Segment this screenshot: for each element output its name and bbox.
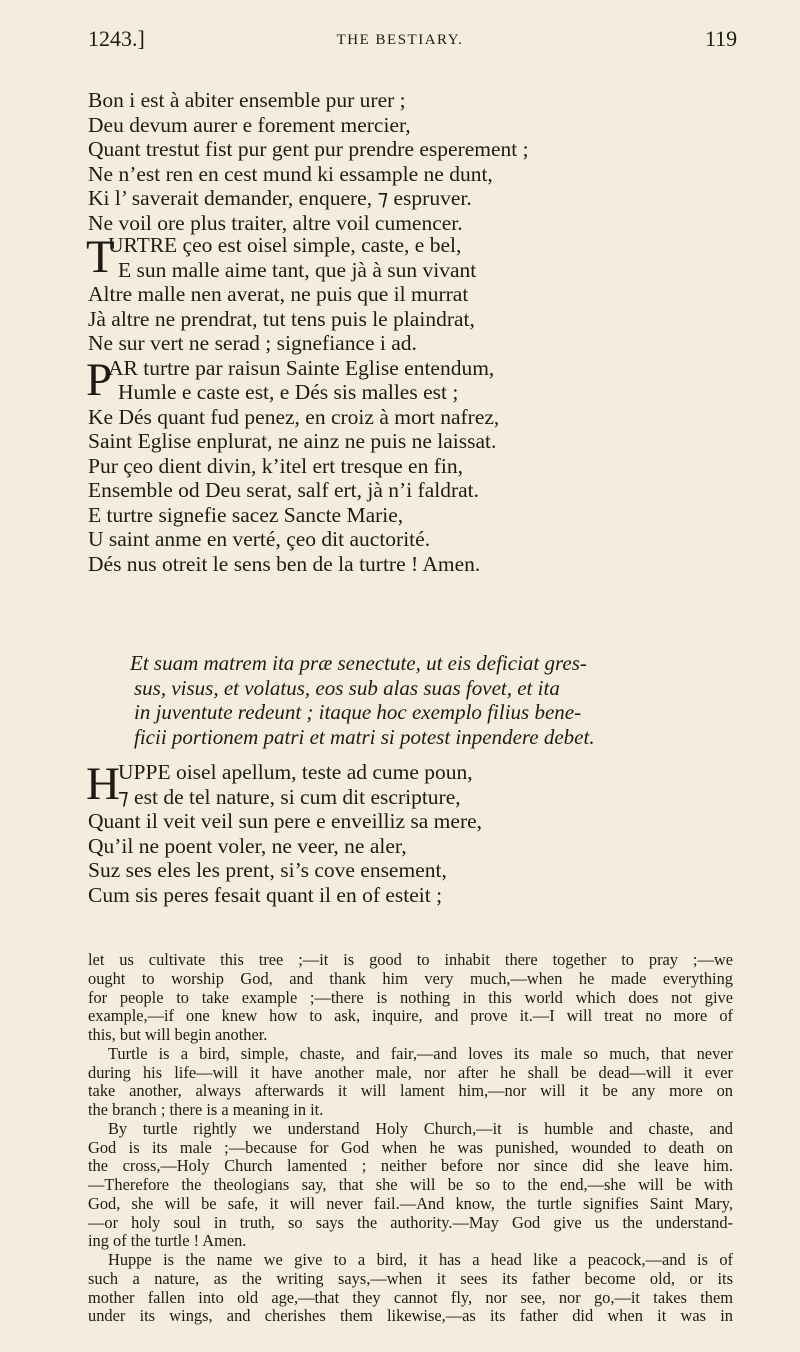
drop-cap: T xyxy=(86,231,115,283)
prose-line: the cross,—Holy Church lamented ; neither before nor since did she leave him. xyxy=(88,1156,733,1176)
prose-line: this, but will begin another. xyxy=(88,1025,268,1044)
verse-line: Suz ses eles les prent, si’s cove ensement, xyxy=(88,858,447,882)
verse-line: Bon i est à abiter ensemble pur urer ; xyxy=(88,88,406,112)
verse-line: Quant trestut fist pur gent pur prendre esperement ; xyxy=(88,137,529,161)
verse-line: Altre malle nen averat, ne puis que il murrat xyxy=(88,282,469,306)
prose-line: ought to worship God, and thank him very much,—when he made everything xyxy=(88,968,733,988)
running-head-year: 1243.] xyxy=(88,26,145,51)
verse-line: Ne n’est ren en cest mund ki essample ne dunt, xyxy=(88,161,493,186)
latin-line: in juventute redeunt ; itaque hoc exemplo filius bene- xyxy=(134,700,582,724)
prose-line: —Therefore the theologians say, that she will be so to the end,—she will be with xyxy=(88,1175,733,1194)
prose-line: take another, always afterwards it will lament him,—nor will it be any more on xyxy=(88,1081,733,1101)
verse-line-text: UPPE oisel apellum, teste ad cume poun, xyxy=(118,760,473,784)
latin-line: ficii portionem patri et matri si potest inpendere debet. xyxy=(134,724,595,749)
verse-line: Ke Dés quant fud penez, en croiz à mort nafrez, xyxy=(88,404,500,429)
prose-line: the branch ; there is a meaning in it. xyxy=(88,1100,324,1119)
prose-line: mother fallen into old age,—that they cannot fly, nor see, nor go,—it takes them xyxy=(88,1287,733,1307)
par-stanza xyxy=(86,353,500,577)
verse-line-text: AR turtre par raisun Sainte Eglise entendum, xyxy=(108,355,495,380)
verse-line: E turtre signefie sacez Sancte Marie, xyxy=(88,502,404,527)
verse-line: Cum sis peres fesait quant il en of esteit ; xyxy=(88,882,443,907)
prose-line: God, she will be safe, it will never fail.—And know, the turtle signifies Saint Mary, xyxy=(88,1193,733,1213)
turtle-stanza xyxy=(88,233,476,356)
prose-line: ing of the turtle ! Amen. xyxy=(88,1231,247,1251)
prose-line: for people to take example ;—there is nothing in this world which does not give xyxy=(88,987,733,1007)
verse-line: Deu devum aurer e forement mercier, xyxy=(88,112,411,137)
verse-line: Qu’il ne poent voler, ne veer, ne aler, xyxy=(88,833,407,858)
prose-line: example,—if one knew how to ask, inquire, and prove it.—I will treat no more of xyxy=(88,1006,733,1026)
prose-line: such a nature, as the writing says,—when it sees its father become old, or its xyxy=(88,1268,733,1288)
verse-line: Quant il veit veil sun pere e enveilliz sa mere, xyxy=(88,809,483,833)
verse-line: Saint Eglise enplurat, ne ainz ne puis ne laissat. xyxy=(88,429,497,453)
verse-line: U saint anme en verté, çeo dit auctorité. xyxy=(88,527,431,551)
latin-line: Et suam matrem ita præ senectute, ut eis deficiat gres- xyxy=(130,651,587,675)
running-head-title: THE BESTIARY. xyxy=(336,32,464,48)
verse-line-text: URTRE çeo est oisel simple, caste, e bel, xyxy=(108,233,462,257)
prose-line: during his life—will it have another male, nor after he shall be dead—will it ever xyxy=(88,1062,733,1082)
drop-cap: H xyxy=(86,758,120,810)
verse-line: Ne sur vert ne serad ; signefiance i ad. xyxy=(88,331,417,355)
prose-line: let us cultivate this tree ;—it is good to inhabit there together to pray ;—we xyxy=(88,950,733,969)
prose-line: under its wings, and cherishes them likewise,—as its father did when it was in xyxy=(88,1306,733,1326)
page-number: 119 xyxy=(705,26,738,51)
verse-line: Humle e caste est, e Dés sis malles est ; xyxy=(118,380,459,404)
verse-line: ⁊ est de tel nature, si cum dit escripture, xyxy=(118,784,461,809)
verse-stanza-huppe xyxy=(88,760,748,907)
latin-line: sus, visus, et volatus, eos sub alas suas fovet, et ita xyxy=(134,675,560,700)
verse-line: Ne voil ore plus traiter, altre voil cumencer. xyxy=(88,210,463,235)
verse-line: Dés nus otreit le sens ben de la turtre ! Amen. xyxy=(88,551,481,576)
prose-line: Turtle is a bird, simple, chaste, and fair,—and loves its male so much, that never xyxy=(108,1043,733,1063)
verse-stanza-opening xyxy=(88,88,748,235)
latin-passage xyxy=(130,651,739,749)
verse-line: Ensemble od Deu serat, salf ert, jà n’i faldrat. xyxy=(88,478,480,502)
prose-line: By turtle rightly we understand Holy Church,—it is humble and chaste, and xyxy=(108,1118,733,1138)
verse-line: Jà altre ne prendrat, tut tens puis le plaindrat, xyxy=(88,306,475,331)
verse-line: Pur çeo dient divin, k’itel ert tresque en fin, xyxy=(88,453,463,478)
verse-line: E sun malle aime tant, que jà à sun vivant xyxy=(118,257,477,282)
prose-line: God is its male ;—because for God when he was punished, wounded to death on xyxy=(88,1137,733,1157)
prose-line: —or holy soul in truth, so says the authority.—May God give us the understand- xyxy=(88,1212,733,1232)
english-translation xyxy=(88,951,733,1326)
verse-line: Ki l’ saverait demander, enquere, ⁊ espruver. xyxy=(88,186,472,210)
drop-cap: P xyxy=(86,353,113,406)
prose-line: Huppe is the name we give to a bird, it has a head like a peacock,—and is of xyxy=(108,1250,733,1269)
